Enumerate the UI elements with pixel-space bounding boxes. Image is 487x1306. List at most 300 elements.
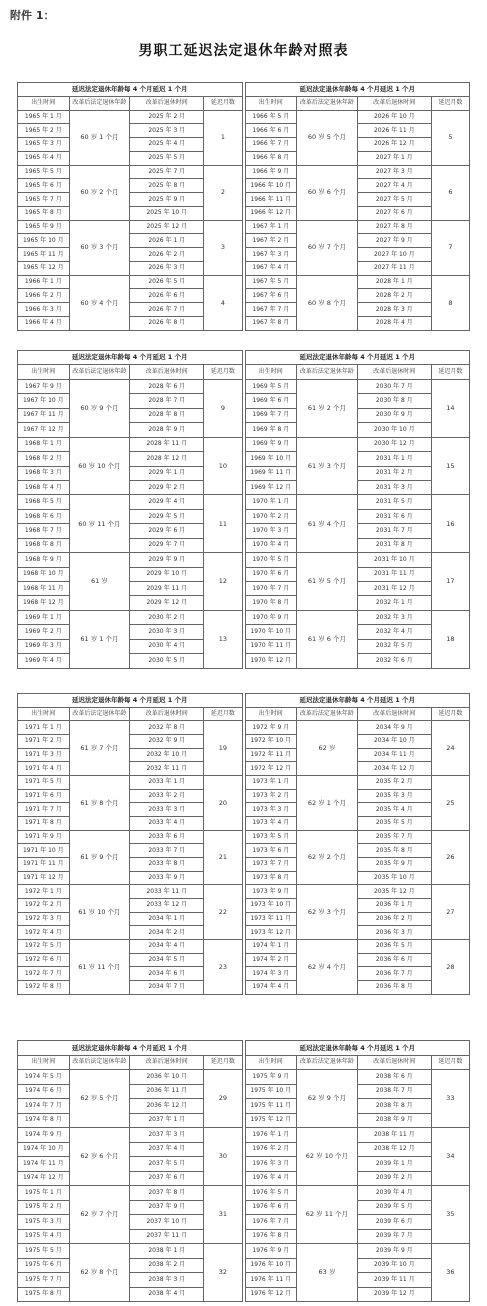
retirement-date-cell: 2028 年 7 月 [130,394,204,408]
table-row [245,610,470,624]
retirement-date-cell: 2027 年 11 月 [357,261,431,275]
delay-months-cell: 31 [204,1186,242,1244]
retirement-age-cell: 60 岁 11 个月 [69,495,130,553]
delay-months-cell: 24 [431,721,469,776]
column-header: 改革后退休时间 [357,365,431,379]
retirement-table [245,350,471,669]
retirement-date-cell: 2037 年 3 月 [130,1128,204,1143]
retirement-date-cell: 2029 年 5 月 [130,509,204,523]
table-header-row [245,1055,470,1070]
birth-date-cell: 1972 年 2 月 [18,899,70,913]
table-caption: 延迟法定退休年龄每 4 个月延迟 1 个月 [18,83,243,97]
retirement-date-cell: 2029 年 9 月 [130,553,204,567]
retirement-date-cell: 2033 年 4 月 [130,817,204,831]
birth-date-cell: 1971 年 4 月 [18,762,70,776]
birth-date-cell: 1974 年 12 月 [18,1171,70,1186]
retirement-date-cell: 2031 年 6 月 [357,509,431,523]
birth-date-cell: 1965 年 7 月 [18,193,70,207]
birth-date-cell: 1975 年 2 月 [18,1200,70,1215]
retirement-date-cell: 2039 年 9 月 [357,1244,431,1259]
delay-months-cell: 1 [204,110,242,165]
retirement-date-cell: 2035 年 9 月 [357,858,431,872]
column-header: 延迟月数 [204,1055,242,1070]
retirement-date-cell: 2028 年 3 月 [357,303,431,317]
delay-months-cell: 7 [431,220,469,275]
table-block-1 [17,82,470,330]
retirement-age-cell: 60 岁 6 个月 [297,165,358,220]
birth-date-cell: 1973 年 8 月 [245,871,297,885]
birth-date-cell: 1967 年 11 月 [18,408,70,422]
delay-months-cell: 11 [204,495,242,553]
retirement-date-cell: 2029 年 12 月 [130,596,204,610]
retirement-date-cell: 2034 年 11 月 [357,748,431,762]
delay-months-cell: 16 [431,495,469,553]
table-row [18,885,243,899]
retirement-date-cell: 2025 年 4 月 [130,138,204,152]
table-row [18,940,243,954]
birth-date-cell: 1973 年 4 月 [245,817,297,831]
table-row [245,379,470,393]
birth-date-cell: 1972 年 9 月 [245,721,297,735]
retirement-table [245,693,471,995]
birth-date-cell: 1973 年 1 月 [245,776,297,790]
birth-date-cell: 1968 年 1 月 [18,437,70,451]
delay-months-cell: 10 [204,437,242,495]
retirement-age-cell: 62 岁 2 个月 [297,830,358,885]
delay-months-cell: 28 [431,940,469,995]
retirement-date-cell: 2034 年 1 月 [130,912,204,926]
delay-months-cell: 22 [204,885,242,940]
retirement-date-cell: 2033 年 8 月 [130,858,204,872]
birth-date-cell: 1968 年 8 月 [18,538,70,552]
birth-date-cell: 1976 年 5 月 [245,1186,297,1201]
retirement-date-cell: 2036 年 5 月 [357,940,431,954]
retirement-date-cell: 2036 年 7 月 [357,967,431,981]
retirement-date-cell: 2030 年 9 月 [357,408,431,422]
birth-date-cell: 1967 年 3 月 [245,248,297,262]
column-header: 改革后退休时间 [357,707,431,721]
retirement-table [245,1040,471,1302]
retirement-date-cell: 2026 年 1 月 [130,234,204,248]
birth-date-cell: 1965 年 6 月 [18,179,70,193]
retirement-date-cell: 2037 年 5 月 [130,1157,204,1172]
retirement-date-cell: 2030 年 2 月 [130,610,204,624]
birth-date-cell: 1970 年 12 月 [245,654,297,668]
retirement-date-cell: 2027 年 6 月 [357,206,431,220]
retirement-date-cell: 2033 年 7 月 [130,844,204,858]
delay-months-cell: 3 [204,220,242,275]
birth-date-cell: 1974 年 2 月 [245,953,297,967]
column-header: 出生时间 [18,96,70,110]
birth-date-cell: 1971 年 2 月 [18,735,70,749]
table-row [18,275,243,289]
retirement-date-cell: 2031 年 10 月 [357,553,431,567]
birth-date-cell: 1967 年 12 月 [18,423,70,437]
retirement-table [17,1040,243,1302]
column-header: 改革后退休时间 [357,96,431,110]
retirement-date-cell: 2037 年 6 月 [130,1171,204,1186]
birth-date-cell: 1972 年 8 月 [18,981,70,995]
retirement-table [17,82,243,331]
retirement-date-cell: 2032 年 9 月 [130,735,204,749]
retirement-date-cell: 2035 年 7 月 [357,830,431,844]
delay-months-cell: 20 [204,776,242,831]
retirement-date-cell: 2032 年 11 月 [130,762,204,776]
attachment-label: 附件 1： [10,9,55,22]
birth-date-cell: 1967 年 2 月 [245,234,297,248]
retirement-date-cell: 2033 年 3 月 [130,803,204,817]
birth-date-cell: 1965 年 5 月 [18,165,70,179]
retirement-date-cell: 2030 年 10 月 [357,423,431,437]
table-caption: 延迟法定退休年龄每 4 个月延迟 1 个月 [18,694,243,708]
retirement-date-cell: 2026 年 5 月 [130,275,204,289]
retirement-date-cell: 2039 年 4 月 [357,1186,431,1201]
table-row [18,1244,243,1259]
table-caption-row [245,694,470,708]
retirement-date-cell: 2025 年 7 月 [130,165,204,179]
birth-date-cell: 1967 年 9 月 [18,379,70,393]
retirement-date-cell: 2034 年 7 月 [130,981,204,995]
birth-date-cell: 1969 年 5 月 [245,379,297,393]
retirement-date-cell: 2033 年 6 月 [130,830,204,844]
table-row [18,379,243,393]
column-header: 改革后退休时间 [357,1055,431,1070]
retirement-date-cell: 2025 年 9 月 [130,193,204,207]
birth-date-cell: 1965 年 1 月 [18,110,70,124]
retirement-age-cell: 62 岁 [297,721,358,776]
birth-date-cell: 1975 年 12 月 [245,1113,297,1128]
table-row [245,275,470,289]
birth-date-cell: 1970 年 2 月 [245,509,297,523]
delay-months-cell: 34 [431,1128,469,1186]
birth-date-cell: 1972 年 7 月 [18,967,70,981]
birth-date-cell: 1971 年 9 月 [18,830,70,844]
table-row [18,721,243,735]
birth-date-cell: 1976 年 6 月 [245,1200,297,1215]
delay-months-cell: 6 [431,165,469,220]
retirement-age-cell: 60 岁 9 个月 [69,379,130,437]
retirement-age-cell: 62 岁 8 个月 [69,1244,130,1302]
retirement-date-cell: 2035 年 10 月 [357,871,431,885]
retirement-date-cell: 2036 年 1 月 [357,899,431,913]
column-header: 出生时间 [18,707,70,721]
birth-date-cell: 1966 年 2 月 [18,289,70,303]
table-header-row [18,707,243,721]
retirement-date-cell: 2035 年 5 月 [357,817,431,831]
table-caption-row [18,694,243,708]
birth-date-cell: 1976 年 11 月 [245,1273,297,1288]
retirement-date-cell: 2025 年 10 月 [130,206,204,220]
birth-date-cell: 1975 年 1 月 [18,1186,70,1201]
column-header: 延迟月数 [431,707,469,721]
birth-date-cell: 1965 年 11 月 [18,248,70,262]
retirement-date-cell: 2038 年 8 月 [357,1099,431,1114]
retirement-date-cell: 2030 年 12 月 [357,437,431,451]
retirement-date-cell: 2039 年 2 月 [357,1171,431,1186]
retirement-date-cell: 2034 年 2 月 [130,926,204,940]
retirement-date-cell: 2033 年 9 月 [130,871,204,885]
table-header-row [245,365,470,379]
birth-date-cell: 1970 年 5 月 [245,553,297,567]
table-caption-row [18,1041,243,1056]
birth-date-cell: 1965 年 12 月 [18,261,70,275]
delay-months-cell: 5 [431,110,469,165]
delay-months-cell: 15 [431,437,469,495]
retirement-date-cell: 2032 年 3 月 [357,610,431,624]
birth-date-cell: 1967 年 5 月 [245,275,297,289]
retirement-date-cell: 2033 年 11 月 [130,885,204,899]
retirement-date-cell: 2027 年 1 月 [357,151,431,165]
birth-date-cell: 1965 年 8 月 [18,206,70,220]
retirement-date-cell: 2034 年 5 月 [130,953,204,967]
table-row [245,220,470,234]
retirement-date-cell: 2034 年 10 月 [357,735,431,749]
birth-date-cell: 1966 年 11 月 [245,193,297,207]
birth-date-cell: 1969 年 7 月 [245,408,297,422]
table-caption-row [245,351,470,365]
birth-date-cell: 1966 年 10 月 [245,179,297,193]
retirement-date-cell: 2033 年 1 月 [130,776,204,790]
table-row [18,1186,243,1201]
retirement-date-cell: 2039 年 1 月 [357,1157,431,1172]
birth-date-cell: 1976 年 7 月 [245,1215,297,1230]
column-header: 改革后退休时间 [130,707,204,721]
table-block-3 [17,693,470,994]
birth-date-cell: 1968 年 3 月 [18,466,70,480]
column-header: 改革后退休时间 [130,1055,204,1070]
retirement-date-cell: 2027 年 5 月 [357,193,431,207]
retirement-age-cell: 60 岁 2 个月 [69,165,130,220]
page-title: 男职工延迟法定退休年龄对照表 [138,43,349,59]
birth-date-cell: 1972 年 3 月 [18,912,70,926]
retirement-date-cell: 2036 年 11 月 [130,1084,204,1099]
delay-months-cell: 21 [204,830,242,885]
retirement-date-cell: 2032 年 8 月 [130,721,204,735]
retirement-date-cell: 2032 年 4 月 [357,625,431,639]
birth-date-cell: 1971 年 11 月 [18,858,70,872]
retirement-age-cell: 62 岁 7 个月 [69,1186,130,1244]
retirement-date-cell: 2025 年 2 月 [130,110,204,124]
table-block-4 [17,1040,470,1301]
birth-date-cell: 1976 年 12 月 [245,1287,297,1302]
birth-date-cell: 1976 年 4 月 [245,1171,297,1186]
retirement-age-cell: 60 岁 4 个月 [69,275,130,330]
delay-months-cell: 18 [431,610,469,668]
retirement-date-cell: 2027 年 4 月 [357,179,431,193]
table-caption: 延迟法定退休年龄每 4 个月延迟 1 个月 [18,1041,243,1056]
column-header: 延迟月数 [431,96,469,110]
table-row [18,830,243,844]
retirement-date-cell: 2026 年 10 月 [357,110,431,124]
retirement-date-cell: 2027 年 10 月 [357,248,431,262]
birth-date-cell: 1974 年 9 月 [18,1128,70,1143]
column-header: 出生时间 [245,1055,297,1070]
delay-months-cell: 17 [431,553,469,611]
table-row [245,830,470,844]
retirement-date-cell: 2026 年 8 月 [130,317,204,331]
table-row [245,1244,470,1259]
retirement-date-cell: 2034 年 4 月 [130,940,204,954]
birth-date-cell: 1968 年 4 月 [18,480,70,494]
birth-date-cell: 1972 年 4 月 [18,926,70,940]
birth-date-cell: 1970 年 8 月 [245,596,297,610]
retirement-date-cell: 2037 年 4 月 [130,1142,204,1157]
delay-months-cell: 25 [431,776,469,831]
retirement-date-cell: 2029 年 10 月 [130,567,204,581]
column-header: 出生时间 [18,1055,70,1070]
table-caption-row [18,351,243,365]
birth-date-cell: 1970 年 9 月 [245,610,297,624]
table-caption-row [245,1041,470,1056]
delay-months-cell: 27 [431,885,469,940]
retirement-age-cell: 60 岁 5 个月 [297,110,358,165]
delay-months-cell: 14 [431,379,469,437]
delay-months-cell: 23 [204,940,242,995]
table-header-row [18,365,243,379]
retirement-date-cell: 2037 年 8 月 [130,1186,204,1201]
column-header: 改革后退休时间 [130,96,204,110]
retirement-date-cell: 2025 年 8 月 [130,179,204,193]
retirement-age-cell: 60 岁 8 个月 [297,275,358,330]
birth-date-cell: 1965 年 9 月 [18,220,70,234]
retirement-age-cell: 61 岁 11 个月 [69,940,130,995]
delay-months-cell: 26 [431,830,469,885]
retirement-date-cell: 2030 年 5 月 [130,654,204,668]
birth-date-cell: 1970 年 7 月 [245,582,297,596]
birth-date-cell: 1969 年 10 月 [245,452,297,466]
retirement-date-cell: 2039 年 7 月 [357,1229,431,1244]
table-caption: 延迟法定退休年龄每 4 个月延迟 1 个月 [245,1041,470,1056]
table-header-row [245,707,470,721]
delay-months-cell: 4 [204,275,242,330]
birth-date-cell: 1976 年 9 月 [245,1244,297,1259]
table-row [18,1070,243,1085]
birth-date-cell: 1969 年 2 月 [18,625,70,639]
table-row [245,776,470,790]
retirement-date-cell: 2038 年 11 月 [357,1128,431,1143]
table-row [245,1070,470,1085]
retirement-date-cell: 2025 年 12 月 [130,220,204,234]
retirement-date-cell: 2029 年 1 月 [130,466,204,480]
birth-date-cell: 1975 年 7 月 [18,1273,70,1288]
birth-date-cell: 1965 年 10 月 [18,234,70,248]
table-row [245,940,470,954]
birth-date-cell: 1973 年 11 月 [245,912,297,926]
birth-date-cell: 1972 年 11 月 [245,748,297,762]
table-row [18,553,243,567]
column-header: 出生时间 [245,365,297,379]
column-header: 改革后法定退休年龄 [69,707,130,721]
retirement-date-cell: 2027 年 9 月 [357,234,431,248]
retirement-date-cell: 2031 年 2 月 [357,466,431,480]
birth-date-cell: 1973 年 3 月 [245,803,297,817]
retirement-date-cell: 2029 年 6 月 [130,524,204,538]
retirement-date-cell: 2037 年 11 月 [130,1229,204,1244]
retirement-age-cell: 61 岁 7 个月 [69,721,130,776]
birth-date-cell: 1969 年 1 月 [18,610,70,624]
retirement-date-cell: 2038 年 9 月 [357,1113,431,1128]
retirement-date-cell: 2032 年 5 月 [357,639,431,653]
birth-date-cell: 1968 年 10 月 [18,567,70,581]
retirement-date-cell: 2030 年 3 月 [130,625,204,639]
retirement-date-cell: 2029 年 11 月 [130,582,204,596]
delay-months-cell: 36 [431,1244,469,1302]
birth-date-cell: 1965 年 3 月 [18,138,70,152]
retirement-table [17,350,243,669]
birth-date-cell: 1973 年 10 月 [245,899,297,913]
retirement-age-cell: 62 岁 9 个月 [297,1070,358,1128]
birth-date-cell: 1971 年 10 月 [18,844,70,858]
retirement-date-cell: 2036 年 10 月 [130,1070,204,1085]
birth-date-cell: 1967 年 6 月 [245,289,297,303]
retirement-age-cell: 62 岁 5 个月 [69,1070,130,1128]
birth-date-cell: 1975 年 4 月 [18,1229,70,1244]
birth-date-cell: 1970 年 4 月 [245,538,297,552]
retirement-date-cell: 2037 年 10 月 [130,1215,204,1230]
retirement-date-cell: 2029 年 4 月 [130,495,204,509]
retirement-date-cell: 2034 年 6 月 [130,967,204,981]
birth-date-cell: 1966 年 5 月 [245,110,297,124]
retirement-date-cell: 2027 年 3 月 [357,165,431,179]
birth-date-cell: 1973 年 2 月 [245,789,297,803]
retirement-date-cell: 2029 年 2 月 [130,480,204,494]
retirement-date-cell: 2037 年 1 月 [130,1113,204,1128]
column-header: 改革后法定退休年龄 [297,96,358,110]
birth-date-cell: 1974 年 4 月 [245,981,297,995]
birth-date-cell: 1967 年 8 月 [245,317,297,331]
birth-date-cell: 1973 年 6 月 [245,844,297,858]
retirement-date-cell: 2030 年 8 月 [357,394,431,408]
retirement-date-cell: 2028 年 11 月 [130,437,204,451]
birth-date-cell: 1975 年 8 月 [18,1287,70,1302]
retirement-date-cell: 2038 年 1 月 [130,1244,204,1259]
retirement-date-cell: 2026 年 3 月 [130,261,204,275]
table-row [245,495,470,509]
retirement-age-cell: 61 岁 6 个月 [297,610,358,668]
table-row [18,165,243,179]
retirement-date-cell: 2035 年 8 月 [357,844,431,858]
retirement-age-cell: 62 岁 11 个月 [297,1186,358,1244]
column-header: 改革后法定退休年龄 [297,707,358,721]
retirement-age-cell: 62 岁 6 个月 [69,1128,130,1186]
column-header: 出生时间 [245,707,297,721]
retirement-date-cell: 2026 年 11 月 [357,124,431,138]
retirement-date-cell: 2038 年 3 月 [130,1273,204,1288]
retirement-date-cell: 2039 年 5 月 [357,1200,431,1215]
birth-date-cell: 1973 年 5 月 [245,830,297,844]
retirement-date-cell: 2031 年 3 月 [357,480,431,494]
retirement-date-cell: 2038 年 6 月 [357,1070,431,1085]
birth-date-cell: 1968 年 11 月 [18,582,70,596]
retirement-date-cell: 2031 年 5 月 [357,495,431,509]
retirement-age-cell: 61 岁 3 个月 [297,437,358,495]
retirement-date-cell: 2039 年 12 月 [357,1287,431,1302]
birth-date-cell: 1974 年 6 月 [18,1084,70,1099]
table-row [245,885,470,899]
birth-date-cell: 1975 年 5 月 [18,1244,70,1259]
table-row [245,437,470,451]
birth-date-cell: 1974 年 1 月 [245,940,297,954]
birth-date-cell: 1969 年 11 月 [245,466,297,480]
retirement-date-cell: 2028 年 6 月 [130,379,204,393]
birth-date-cell: 1968 年 12 月 [18,596,70,610]
birth-date-cell: 1975 年 9 月 [245,1070,297,1085]
retirement-date-cell: 2036 年 3 月 [357,926,431,940]
birth-date-cell: 1971 年 3 月 [18,748,70,762]
birth-date-cell: 1969 年 9 月 [245,437,297,451]
delay-months-cell: 2 [204,165,242,220]
birth-date-cell: 1967 年 7 月 [245,303,297,317]
